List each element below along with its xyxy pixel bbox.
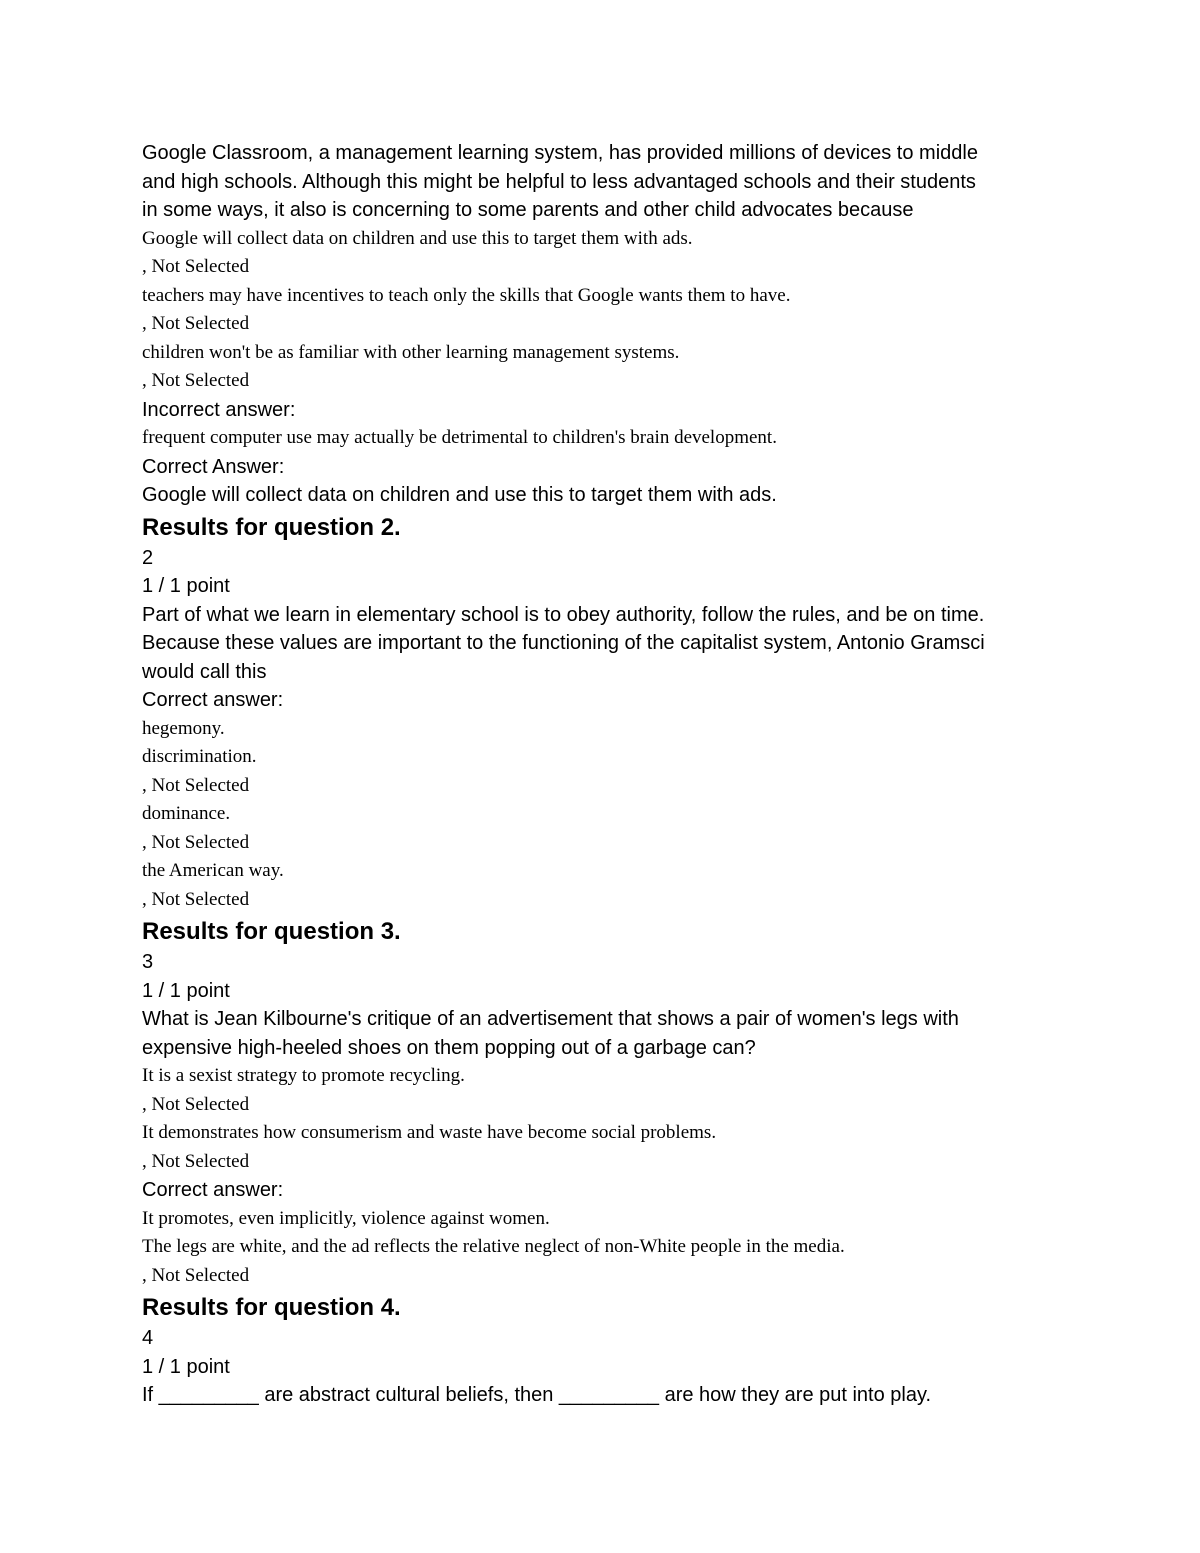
question-2-stem-line-1: Part of what we learn in elementary school is to obey authority, follow the rules, and be on time.: [142, 603, 985, 626]
not-selected-label: , Not Selected: [142, 888, 250, 910]
question-3-stem-line-2: expensive high-heeled shoes on them popping out of a garbage can?: [142, 1036, 756, 1059]
not-selected-label: , Not Selected: [142, 1093, 250, 1115]
not-selected-label: , Not Selected: [142, 1150, 250, 1172]
not-selected-label: , Not Selected: [142, 831, 250, 853]
correct-answer-text: It promotes, even implicitly, violence against women.: [142, 1207, 550, 1229]
answer-option: dominance.: [142, 803, 231, 824]
question-3-heading: Results for question 3.: [142, 918, 401, 945]
not-selected-label: , Not Selected: [142, 1264, 250, 1286]
answer-option: the American way.: [142, 860, 284, 881]
incorrect-answer-text: frequent computer use may actually be detrimental to children's brain development.: [142, 427, 777, 448]
question-2-stem-line-3: would call this: [142, 660, 267, 683]
answer-option: It is a sexist strategy to promote recycling.: [142, 1065, 465, 1086]
answer-option: It demonstrates how consumerism and waste have become social problems.: [142, 1122, 717, 1143]
question-number: 3: [142, 951, 154, 973]
not-selected-label: , Not Selected: [142, 370, 250, 391]
question-number: 4: [142, 1327, 154, 1349]
question-2-section: [142, 511, 1062, 915]
question-3-section: [142, 915, 1062, 1290]
incorrect-answer-label: Incorrect answer:: [142, 398, 296, 421]
question-2-stem-line-2: Because these values are important to the functioning of the capitalist system, Antonio Gramsci: [142, 632, 985, 654]
answer-option: Google will collect data on children and use this to target them with ads.: [142, 227, 693, 249]
question-3-stem-line-1: What is Jean Kilbourne's critique of an advertisement that shows a pair of women's legs with: [142, 1008, 959, 1030]
correct-answer-text: hegemony.: [142, 717, 225, 739]
question-1-stem-line-3: in some ways, it also is concerning to some parents and other child advocates because: [142, 199, 914, 221]
not-selected-label: , Not Selected: [142, 256, 250, 277]
answer-option: children won't be as familiar with other learning management systems.: [142, 341, 680, 363]
correct-answer-label: Correct answer:: [142, 689, 284, 711]
correct-answer-text: Google will collect data on children and use this to target them with ads.: [142, 484, 777, 506]
answer-option: discrimination.: [142, 746, 257, 767]
question-4-stem-line-1: If _________ are abstract cultural beliefs, then _________ are how they are put into play.: [142, 1384, 932, 1406]
correct-answer-label: Correct answer:: [142, 1179, 284, 1201]
question-number: 2: [142, 546, 154, 569]
not-selected-label: , Not Selected: [142, 313, 250, 334]
correct-answer-label: Correct Answer:: [142, 455, 285, 478]
question-points: 1 / 1 point: [142, 575, 230, 597]
answer-option: The legs are white, and the ad reflects the relative neglect of non-White people in the media.: [142, 1236, 845, 1257]
question-1-section: [142, 139, 1062, 510]
question-points: 1 / 1 point: [142, 979, 230, 1002]
question-points: 1 / 1 point: [142, 1355, 230, 1378]
question-4-heading: Results for question 4.: [142, 1294, 401, 1321]
not-selected-label: , Not Selected: [142, 774, 250, 796]
question-2-heading: Results for question 2.: [142, 513, 401, 541]
question-1-stem-line-2: and high schools. Although this might be helpful to less advantaged schools and their students: [142, 170, 976, 193]
question-4-section: [142, 1291, 1062, 1410]
answer-option: teachers may have incentives to teach only the skills that Google wants them to have.: [142, 284, 791, 306]
question-1-stem-line-1: Google Classroom, a management learning system, has provided millions of devices to middle: [142, 142, 978, 164]
quiz-results-document: [142, 139, 1062, 1410]
